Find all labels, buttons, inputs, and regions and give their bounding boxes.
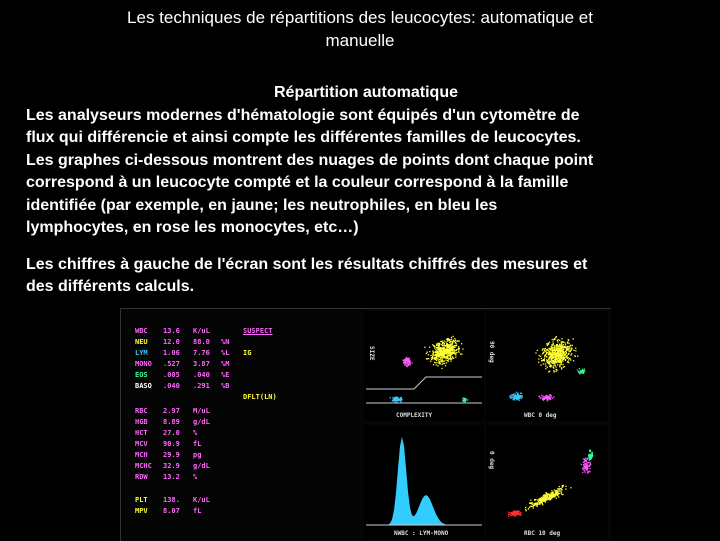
cell-cloud: [577, 368, 586, 375]
result-value: .040: [163, 382, 180, 390]
cell-cloud: [462, 398, 468, 403]
result-unit: .291: [193, 382, 210, 390]
suspect-label: SUSPECT: [243, 327, 273, 335]
result-unit: fL: [193, 440, 202, 448]
result-value: 29.9: [163, 451, 180, 459]
result-pct: %E: [221, 371, 230, 379]
paragraph-1-line: correspond à un leucocyte compté et la couleur correspond à la famille: [26, 174, 569, 191]
cell-cloud: [587, 450, 593, 463]
plot-1-ylabel: SIZE: [368, 346, 375, 361]
paragraph-1-line: lymphocytes, en rose les monocytes, etc…): [26, 219, 359, 236]
result-label: HCT: [135, 429, 148, 437]
result-unit: pg: [193, 451, 202, 459]
result-label: EOS: [135, 371, 148, 379]
paragraph-1-line: identifiée (par exemple, en jaune; les neutrophiles, en bleu les: [26, 196, 498, 214]
plot-3-xlabel: NWBC : LYM-MONO: [394, 530, 449, 537]
plot-4-ylabel: 0 deg: [488, 451, 495, 470]
result-value: 8.89: [163, 418, 180, 426]
result-label: LYM: [135, 349, 148, 357]
result-label: PLT: [135, 496, 148, 504]
result-pct: %B: [221, 382, 230, 390]
cell-cloud: [424, 336, 463, 369]
result-unit: g/dL: [193, 418, 210, 426]
scatter-complexity-size: [364, 311, 484, 421]
paragraph-1: [26, 105, 706, 240]
cell-cloud: [390, 397, 403, 404]
paragraph-1-line: Les analyseurs modernes d'hématologie sont équipés d'un cytomètre de: [26, 106, 580, 124]
result-label: WBC: [135, 327, 148, 335]
result-value: 8.07: [163, 507, 180, 515]
paragraph-1-line: Les graphes ci-dessous montrent des nuages de points dont chaque point: [26, 151, 594, 169]
result-value: 90.9: [163, 440, 180, 448]
result-label: MPV: [135, 507, 148, 515]
result-value: .005: [163, 371, 180, 379]
cell-cloud: [539, 394, 555, 402]
result-value: 138.: [163, 496, 180, 504]
result-label: MCHC: [135, 462, 152, 470]
result-value: 13.6: [163, 327, 180, 335]
histogram-lym-mono: [364, 425, 484, 539]
result-label: RBC: [135, 407, 148, 415]
result-label: HGB: [135, 418, 148, 426]
cell-cloud: [403, 357, 413, 368]
title-line-1: Les techniques de répartitions des leucocytes: automatique et: [127, 8, 593, 27]
result-unit: %: [193, 473, 198, 481]
paragraph-2-line: Les chiffres à gauche de l'écran sont les résultats chiffrés des mesures et: [26, 255, 588, 273]
plot-2-xlabel: WBC 0 deg: [524, 412, 557, 419]
paragraph-1-line: flux qui différencie et ainsi compte les différentes familles de leucocytes.: [26, 129, 581, 146]
cell-cloud: [508, 510, 522, 517]
cell-cloud: [535, 336, 578, 373]
result-value: .527: [163, 360, 180, 368]
result-label: MONO: [135, 360, 152, 368]
result-value: 32.9: [163, 462, 180, 470]
result-label: BASO: [135, 382, 152, 390]
histogram-area: [368, 437, 480, 525]
plot-4-xlabel: RBC 10 deg: [524, 530, 561, 537]
result-value: 12.0: [163, 338, 180, 346]
result-label: MCH: [135, 451, 148, 459]
paragraph-2: [26, 254, 706, 299]
title-line-2: manuelle: [325, 31, 395, 50]
result-pct: %L: [221, 349, 230, 357]
paragraph-gap: [26, 240, 706, 254]
result-value: 1.06: [163, 349, 180, 357]
paragraph-2-line: des différents calculs.: [26, 278, 195, 295]
result-pct: %N: [221, 338, 230, 346]
result-pct: %M: [221, 360, 230, 368]
result-label: RDW: [135, 473, 148, 481]
result-unit: M/uL: [193, 407, 210, 415]
result-unit: 7.76: [193, 349, 210, 357]
cell-cloud: [509, 392, 522, 401]
flag-ig: IG: [243, 349, 252, 357]
scatter-rbc-10deg: [486, 425, 608, 539]
cell-cloud: [525, 485, 572, 511]
analyzer-screenshot: [120, 308, 611, 541]
analyzer-results-panel: [121, 309, 361, 541]
result-value: 2.97: [163, 407, 180, 415]
plot-1-xlabel: COMPLEXITY: [396, 412, 433, 419]
flag-dflt: DFLT(LN): [243, 393, 277, 401]
section-heading: Répartition automatique: [273, 84, 458, 101]
result-label: NEU: [135, 338, 148, 346]
result-unit: .040: [193, 371, 210, 379]
result-unit: K/uL: [193, 327, 210, 335]
result-unit: 88.0: [193, 338, 210, 346]
result-unit: g/dL: [193, 462, 210, 470]
result-label: MCV: [135, 440, 148, 448]
result-unit: %: [193, 429, 198, 437]
body-text: [26, 82, 706, 299]
result-unit: fL: [193, 507, 202, 515]
result-unit: 3.87: [193, 360, 210, 368]
result-value: 27.0: [163, 429, 180, 437]
scatter-wbc-90deg: [486, 311, 608, 421]
result-value: 13.2: [163, 473, 180, 481]
result-unit: K/uL: [193, 496, 210, 504]
plot-2-ylabel: 90 deg: [488, 341, 495, 363]
page-title: [0, 6, 720, 52]
